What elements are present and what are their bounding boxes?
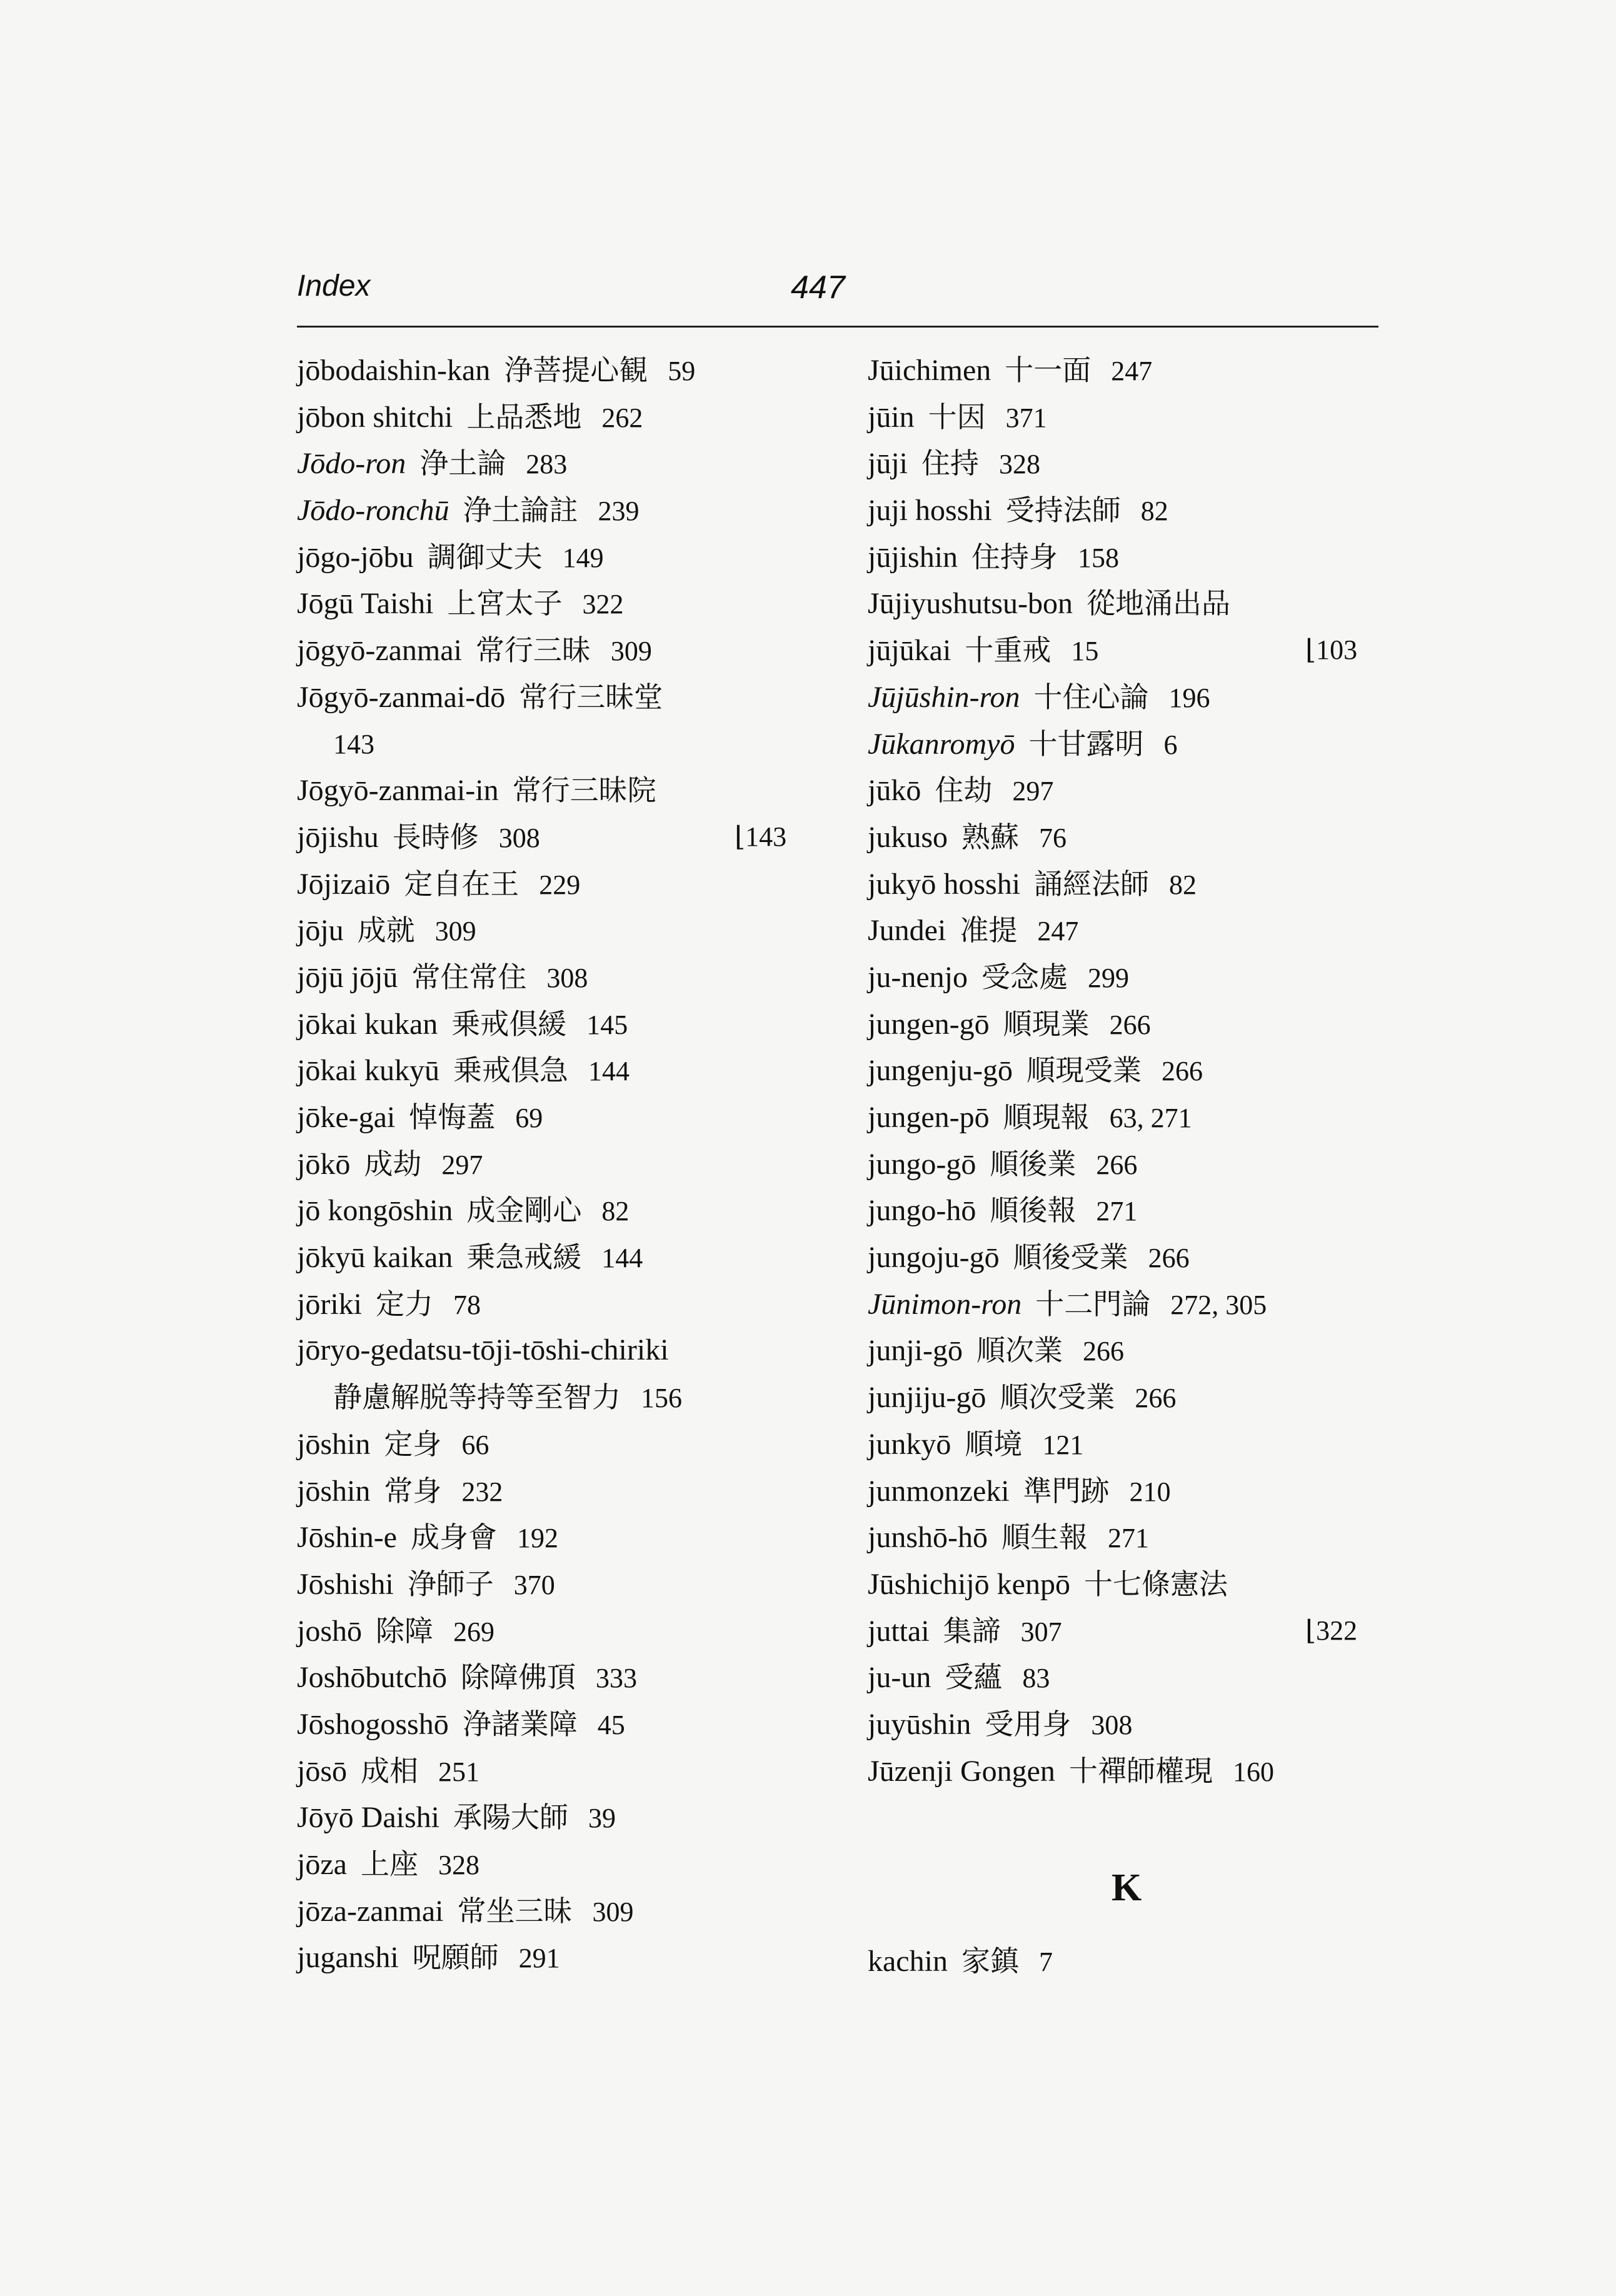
- index-kanji: 乗急戒緩: [466, 1240, 582, 1275]
- index-entry: [868, 1748, 1399, 1795]
- index-column-left: [297, 347, 835, 1981]
- index-page: 291: [518, 1943, 560, 1974]
- index-term: jūkō: [868, 774, 921, 808]
- index-kanji: 定力: [376, 1286, 433, 1321]
- index-entry: [868, 1281, 1399, 1328]
- index-page: 272, 305: [1170, 1289, 1267, 1320]
- index-entry: [297, 1187, 835, 1234]
- index-entry: [868, 1047, 1399, 1094]
- index-term: jōkyū kaikan: [297, 1241, 453, 1275]
- index-page: 121: [1042, 1429, 1084, 1460]
- index-term: juyūshin: [868, 1707, 971, 1741]
- index-page: 76: [1039, 822, 1067, 853]
- index-term: Jūjūshin-ron: [868, 680, 1020, 714]
- index-entry: [868, 721, 1399, 768]
- index-page: 307: [1020, 1616, 1062, 1647]
- index-page: 69: [515, 1103, 543, 1133]
- index-entry: [297, 1141, 835, 1188]
- index-page: 82: [1140, 496, 1168, 527]
- index-term: jōsō: [297, 1754, 348, 1788]
- index-entry: [297, 580, 835, 627]
- index-kanji: 浄菩提心観: [504, 353, 648, 387]
- index-page: 7: [1038, 1947, 1053, 1977]
- index-entry: [868, 1514, 1399, 1561]
- index-entry: [868, 1421, 1399, 1468]
- index-kanji: 常坐三昧: [457, 1893, 573, 1928]
- index-entry: [297, 1608, 835, 1655]
- index-entry: [868, 1327, 1399, 1374]
- index-kanji: 十禪師權現: [1068, 1753, 1213, 1788]
- index-kanji: 十住心論: [1033, 679, 1149, 714]
- index-term: jōriki: [297, 1287, 362, 1321]
- index-entry: [868, 1654, 1399, 1701]
- index-entry: [868, 814, 1399, 861]
- index-entry: [868, 1608, 1399, 1655]
- index-kanji: 熟蘇: [961, 820, 1020, 854]
- index-page: 266: [1135, 1383, 1177, 1414]
- index-entry: [297, 954, 835, 1001]
- index-kanji: 常行三昧院: [512, 773, 656, 808]
- index-entry: [297, 487, 835, 534]
- index-page: 309: [592, 1896, 634, 1927]
- index-term: ju-nenjo: [868, 960, 968, 994]
- index-page: 247: [1037, 916, 1079, 947]
- index-entry: [868, 907, 1399, 954]
- index-term: jōza-zanmai: [297, 1894, 444, 1928]
- index-page: 63, 271: [1109, 1103, 1192, 1133]
- index-kanji: 成就: [357, 913, 415, 948]
- index-entry: [297, 627, 835, 674]
- index-entry: [868, 1234, 1399, 1281]
- index-page: 271: [1108, 1523, 1149, 1554]
- index-kanji: 順次受業: [1000, 1380, 1115, 1415]
- index-page: 196: [1168, 682, 1210, 713]
- index-term: jukyō hosshi: [868, 867, 1021, 901]
- index-entry: [297, 1701, 835, 1748]
- index-entry: [297, 1281, 835, 1328]
- index-term: jōshin: [297, 1427, 371, 1461]
- index-term: jungen-pō: [868, 1101, 990, 1134]
- index-page: 283: [526, 449, 568, 480]
- index-kanji: 順後報: [990, 1193, 1076, 1228]
- index-term: Jōshogosshō: [297, 1707, 449, 1741]
- index-page: 371: [1005, 402, 1047, 433]
- index-page: 328: [438, 1850, 479, 1880]
- index-term: jōbodaishin-kan: [297, 354, 491, 387]
- index-kanji: 順現受業: [1026, 1053, 1142, 1088]
- index-entry: [297, 674, 835, 721]
- index-kanji: 常住常住: [411, 960, 527, 994]
- index-term: junjiju-gō: [868, 1381, 986, 1415]
- index-term: jungen-gō: [868, 1007, 990, 1041]
- index-entry: [297, 1047, 835, 1094]
- index-entry: [297, 1468, 835, 1515]
- index-kanji: 上座: [360, 1847, 418, 1881]
- index-page: 309: [610, 636, 652, 667]
- index-entry: [297, 1234, 835, 1281]
- index-page: 266: [1109, 1009, 1151, 1040]
- index-entry: [297, 1841, 835, 1888]
- index-term: Joshōbutchō: [297, 1661, 447, 1695]
- index-term: jōgo-jōbu: [297, 540, 414, 574]
- index-page: 82: [601, 1196, 630, 1227]
- index-term: Jōyō Daishi: [297, 1801, 439, 1835]
- index-entry: [297, 1561, 835, 1608]
- index-term: junkyō: [868, 1427, 951, 1461]
- index-kanji: 浄土論註: [463, 493, 578, 528]
- index-kanji: 承陽大師: [453, 1800, 568, 1835]
- index-kanji: 静慮解脱等持等至智力: [333, 1380, 621, 1415]
- index-page: 145: [586, 1009, 628, 1040]
- index-term: jūji: [868, 447, 908, 481]
- index-kanji: 定自在王: [404, 866, 519, 901]
- index-page: 232: [461, 1476, 503, 1507]
- index-entry: [297, 1934, 835, 1981]
- index-kanji: 除障: [376, 1613, 434, 1648]
- index-kanji: 順次業: [976, 1333, 1063, 1368]
- index-kanji: 順後受業: [1013, 1240, 1128, 1275]
- index-entry: [297, 861, 835, 908]
- index-page: 239: [598, 496, 640, 527]
- index-term: juji hosshi: [868, 494, 992, 528]
- index-term: kachin: [868, 1945, 948, 1978]
- index-term: junshō-hō: [868, 1521, 988, 1555]
- index-kanji: 成劫: [364, 1146, 422, 1181]
- index-kanji: 十二門論: [1035, 1286, 1151, 1321]
- continuation-page: ⌊103: [1305, 634, 1358, 666]
- index-page: 322: [582, 589, 624, 620]
- index-term: Jūkanromyō: [868, 727, 1015, 761]
- index-entry: [297, 814, 835, 861]
- index-term: Jūzenji Gongen: [868, 1754, 1055, 1788]
- index-entry: [297, 721, 835, 768]
- index-page: 333: [596, 1663, 637, 1694]
- index-term: jōkō: [297, 1147, 351, 1181]
- index-kanji: 順現報: [1003, 1100, 1090, 1134]
- index-term: juttai: [868, 1614, 930, 1648]
- continuation-page: ⌊143: [735, 821, 787, 852]
- index-kanji: 常身: [384, 1473, 442, 1508]
- index-kanji: 除障佛頂: [461, 1660, 576, 1695]
- index-kanji: 調御丈夫: [427, 539, 543, 574]
- index-term: Jūjiyushutsu-bon: [868, 587, 1073, 621]
- index-term: jōbon shitchi: [297, 400, 453, 434]
- index-page: 83: [1022, 1663, 1050, 1694]
- index-entry: [868, 580, 1399, 627]
- index-kanji: 受用身: [985, 1707, 1071, 1741]
- index-kanji: 順生報: [1001, 1520, 1088, 1555]
- index-term: Jūshichijō kenpō: [868, 1567, 1070, 1601]
- index-column-right: [868, 347, 1399, 1794]
- index-term: Jōgū Taishi: [297, 587, 434, 621]
- index-entry: [868, 1468, 1399, 1515]
- index-entry: [868, 674, 1399, 721]
- index-entry: [868, 1374, 1399, 1421]
- index-page: 266: [1083, 1336, 1124, 1367]
- index-page: 192: [516, 1523, 558, 1554]
- index-entry: [868, 1938, 1399, 1985]
- index-kanji: 浄土論: [419, 446, 506, 481]
- index-entry: [868, 1001, 1399, 1048]
- index-term: juganshi: [297, 1941, 399, 1975]
- index-page: 266: [1148, 1243, 1190, 1274]
- index-kanji: 受念處: [981, 960, 1068, 994]
- index-term: Jōgyō-zanmai-dō: [297, 680, 506, 714]
- index-term: jōkai kukyū: [297, 1054, 439, 1088]
- index-entry: [868, 861, 1399, 908]
- index-term: jūjūkai: [868, 634, 951, 668]
- index-entry: [297, 1888, 835, 1935]
- index-kanji: 常行三昧堂: [519, 679, 663, 714]
- index-kanji: 呪願師: [412, 1940, 499, 1975]
- index-entry: [868, 767, 1399, 814]
- index-page: 6: [1163, 729, 1178, 760]
- index-kanji: 十重戒: [965, 633, 1051, 668]
- index-page: 143: [333, 728, 374, 759]
- index-entry: [297, 767, 835, 814]
- index-kanji: 受蘊: [945, 1660, 1003, 1695]
- index-kanji: 順後業: [990, 1146, 1076, 1181]
- index-entry: [297, 1094, 835, 1141]
- index-kanji: 從地涌出品: [1087, 586, 1231, 621]
- index-page: 308: [498, 822, 540, 853]
- index-term: jungenju-gō: [868, 1054, 1013, 1088]
- index-page: 156: [641, 1383, 682, 1414]
- index-page: 262: [601, 402, 643, 433]
- index-page: 45: [597, 1709, 625, 1740]
- index-term: junmonzeki: [868, 1474, 1010, 1508]
- header-rule: [297, 326, 1378, 328]
- index-entry: [868, 1701, 1399, 1748]
- index-entry: [297, 1327, 835, 1374]
- index-term: junji-gō: [868, 1334, 963, 1368]
- index-entry: [297, 347, 835, 394]
- index-entry: [868, 1094, 1399, 1141]
- index-page: 39: [588, 1803, 616, 1834]
- index-term: Jōshishi: [297, 1567, 394, 1601]
- index-page: 308: [1091, 1709, 1133, 1740]
- index-kanji: 悼悔蓋: [409, 1100, 496, 1134]
- index-kanji: 準門跡: [1023, 1473, 1110, 1508]
- index-page: 82: [1169, 869, 1197, 900]
- index-entry: [868, 487, 1399, 534]
- index-entry: [868, 1561, 1399, 1608]
- index-entry: [297, 1001, 835, 1048]
- index-term: jōza: [297, 1848, 347, 1881]
- index-term: jōkai kukan: [297, 1007, 438, 1041]
- index-term: jōryo-gedatsu-tōji-tōshi-chiriki: [297, 1333, 669, 1367]
- index-term: jōke-gai: [297, 1101, 396, 1134]
- index-entry: [297, 534, 835, 581]
- index-kanji: 浄諸業障: [462, 1707, 578, 1741]
- index-kanji: 長時修: [392, 820, 479, 854]
- index-term: jōjū jōjū: [297, 960, 398, 994]
- index-term: jōgyō-zanmai: [297, 634, 462, 668]
- index-term: jungoju-gō: [868, 1241, 1000, 1275]
- index-page: 266: [1161, 1056, 1203, 1087]
- index-entry: [297, 1514, 835, 1561]
- index-kanji: 成金剛心: [466, 1193, 582, 1228]
- running-head: Index: [297, 269, 371, 303]
- index-page: 328: [999, 449, 1041, 480]
- index-kanji: 乗戒倶緩: [451, 1006, 567, 1041]
- index-term: jūin: [868, 400, 915, 434]
- index-entry: [868, 440, 1399, 487]
- index-entry: [868, 954, 1399, 1001]
- section-letter: K: [1112, 1867, 1142, 1909]
- index-term: Jōdo-ron: [297, 447, 406, 481]
- index-page: 229: [539, 869, 581, 900]
- index-kanji: 十一面: [1005, 353, 1092, 387]
- index-term: ju-un: [868, 1661, 931, 1695]
- index-kanji: 住持: [921, 446, 980, 481]
- index-kanji: 上宮太子: [447, 586, 563, 621]
- index-entry: [297, 1654, 835, 1701]
- index-kanji: 十因: [928, 399, 986, 434]
- index-kanji: 浄師子: [407, 1567, 494, 1601]
- index-page: 210: [1129, 1476, 1171, 1507]
- continuation-page: ⌊322: [1305, 1615, 1358, 1646]
- index-term: Jōgyō-zanmai-in: [297, 774, 499, 808]
- index-page: 251: [438, 1756, 480, 1787]
- index-term: Jūnimon-ron: [868, 1287, 1022, 1321]
- index-term: joshō: [297, 1614, 363, 1648]
- index-kanji: 誦經法師: [1034, 866, 1150, 901]
- index-entry: [868, 534, 1399, 581]
- page-header: [297, 269, 1378, 306]
- index-kanji: 十甘露明: [1028, 726, 1144, 761]
- index-page: 160: [1232, 1756, 1274, 1787]
- index-page: 297: [1012, 776, 1054, 807]
- index-kanji: 上品悉地: [466, 399, 582, 434]
- index-page: 297: [441, 1149, 483, 1180]
- index-page: 271: [1096, 1196, 1138, 1227]
- index-page: 144: [601, 1243, 643, 1274]
- index-term: jō kongōshin: [297, 1194, 453, 1228]
- index-entry: [297, 394, 835, 441]
- index-kanji: 成身會: [410, 1520, 497, 1555]
- index-term: jukuso: [868, 820, 948, 854]
- index-kanji: 住持身: [971, 539, 1058, 574]
- index-entry: [868, 627, 1399, 674]
- index-term: jōju: [297, 914, 344, 948]
- index-page: 144: [588, 1056, 630, 1087]
- index-kanji: 受持法師: [1005, 493, 1121, 528]
- index-term: Jōshin-e: [297, 1521, 397, 1555]
- index-kanji: 住劫: [935, 773, 993, 808]
- index-entry: [297, 1421, 835, 1468]
- index-kanji: 定身: [384, 1426, 442, 1461]
- index-kanji: 家鎮: [961, 1944, 1019, 1978]
- index-page: 78: [453, 1289, 481, 1320]
- index-kanji: 集諦: [943, 1613, 1001, 1648]
- index-kanji: 順境: [965, 1426, 1023, 1461]
- index-page: 309: [434, 916, 476, 947]
- index-page: 15: [1071, 636, 1099, 667]
- index-term: jōshin: [297, 1474, 371, 1508]
- index-term: jungo-gō: [868, 1147, 976, 1181]
- index-kanji: 十七條憲法: [1083, 1567, 1228, 1601]
- index-term: jōjishu: [297, 820, 379, 854]
- index-page: 299: [1087, 962, 1129, 993]
- index-page: 149: [562, 542, 604, 573]
- index-entry: [297, 1374, 835, 1421]
- index-page: 370: [513, 1569, 555, 1600]
- index-page: 158: [1078, 542, 1120, 573]
- index-page: 269: [453, 1616, 495, 1647]
- index-page: 247: [1111, 356, 1153, 386]
- index-entry: [868, 347, 1399, 394]
- index-page: 59: [668, 356, 696, 386]
- index-term: Jōjizaiō: [297, 867, 391, 901]
- index-page: 308: [546, 962, 588, 993]
- index-entry: [868, 1187, 1399, 1234]
- index-entry: [868, 1141, 1399, 1188]
- index-kanji: 常行三昧: [475, 633, 591, 668]
- index-entry: [868, 394, 1399, 441]
- index-entry: [297, 907, 835, 954]
- index-page: 66: [461, 1429, 489, 1460]
- index-entry: [297, 1794, 835, 1841]
- index-entry: [297, 1748, 835, 1795]
- index-kanji: 成相: [361, 1753, 419, 1788]
- index-page: 266: [1096, 1149, 1138, 1180]
- index-term: Jūichimen: [868, 354, 991, 387]
- page-number: 447: [791, 269, 845, 306]
- index-section-k: [868, 1938, 1399, 1985]
- index-kanji: 乗戒倶急: [453, 1053, 568, 1088]
- index-term: jūjishin: [868, 540, 958, 574]
- index-term: Jundei: [868, 914, 946, 948]
- index-term: Jōdo-ronchū: [297, 494, 449, 528]
- index-entry: [297, 440, 835, 487]
- index-kanji: 順現業: [1003, 1006, 1090, 1041]
- index-term: jungo-hō: [868, 1194, 976, 1228]
- index-kanji: 准提: [960, 913, 1018, 948]
